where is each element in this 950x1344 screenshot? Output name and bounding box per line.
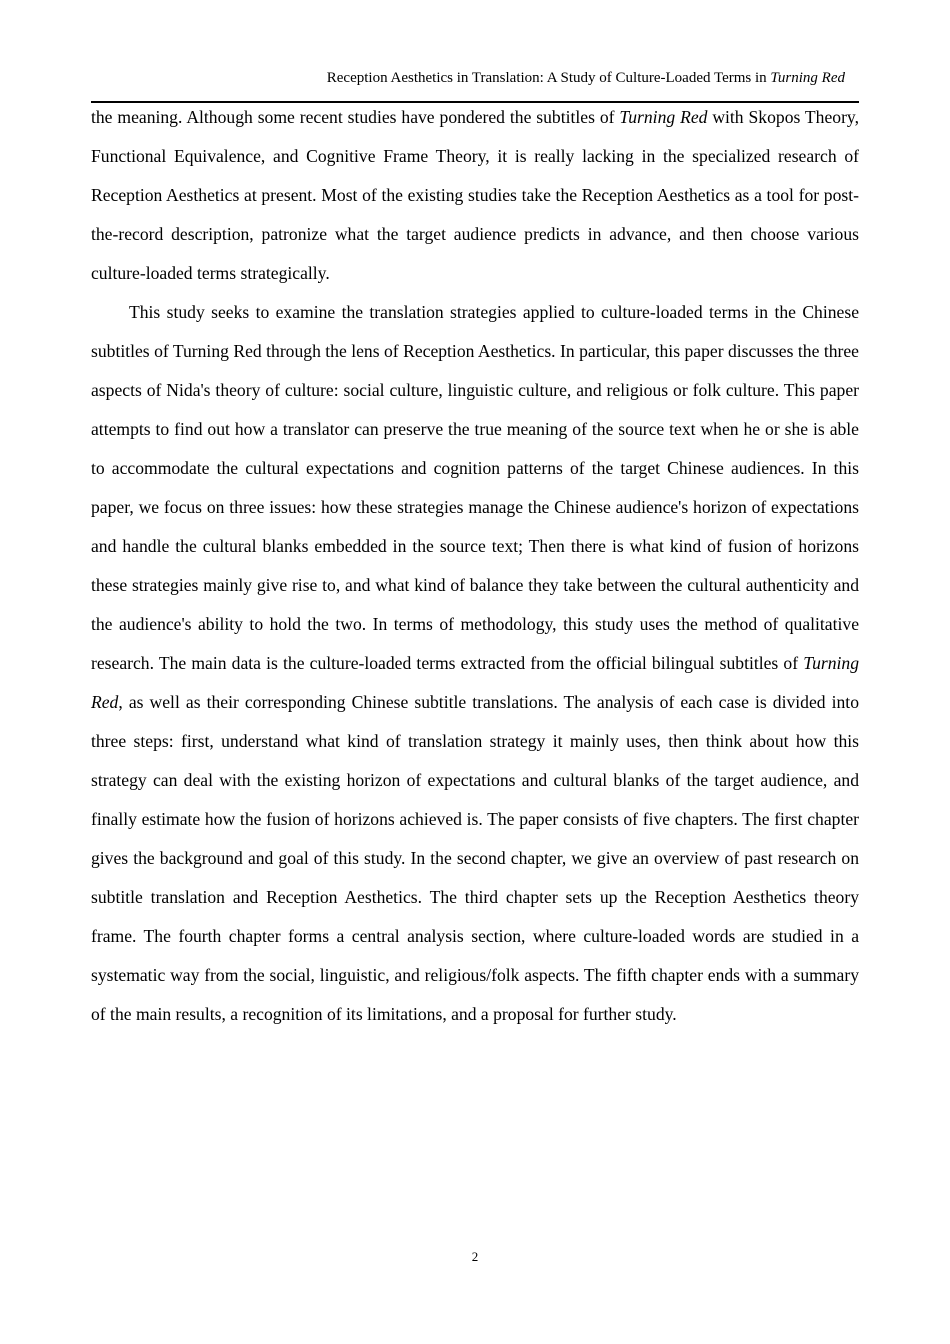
paragraph-2 <box>91 293 859 1034</box>
running-header <box>91 68 845 88</box>
paragraph-1 <box>91 98 859 293</box>
page-number: 2 <box>471 1249 479 1264</box>
running-header-title: Reception Aesthetics in Translation: A Study of Culture-Loaded Terms in <box>326 70 771 86</box>
body-text <box>91 98 859 1034</box>
paragraph-1-text-b: with Skopos Theory, Functional Equivalence, and Cognitive Frame Theory, it is really lacking in the specialized research of Reception Aesthetics at present. Most of the existing studies take the Reception Aesthetics as a tool for post-the-record description, patronize what the target audience predicts in advance, and then choose various culture-loaded terms strategically. <box>91 107 859 283</box>
paragraph-1-text-a: the meaning. Although some recent studies have pondered the subtitles of <box>91 107 620 127</box>
running-header-film-title: Turning Red <box>770 70 845 86</box>
paragraph-2-text-b: , as well as their corresponding Chinese subtitle translations. The analysis of each case is divided into three steps: first, understand what kind of translation strategy it mainly uses, then think about how this strategy can deal with the existing horizon of expectations and cultural blanks of the target audience, and finally estimate how the fusion of horizons achieved is. The paper consists of five chapters. The first chapter gives the background and goal of this study. In the second chapter, we give an overview of past research on subtitle translation and Reception Aesthetics. The third chapter sets up the Reception Aesthetics theory frame. The fourth chapter forms a central analysis section, where culture-loaded words are studied in a systematic way from the social, linguistic, and religious/folk aspects. The fifth chapter ends with a summary of the main results, a recognition of its limitations, and a proposal for further study. <box>91 692 859 1024</box>
paragraph-1-film-title: Turning Red <box>619 107 708 127</box>
paragraph-2-text-a: This study seeks to examine the translation strategies applied to culture-loaded terms in the Chinese subtitles of Turning Red through the lens of Reception Aesthetics. In particular, this paper discusses the three aspects of Nida's theory of culture: social culture, linguistic culture, and religious or folk culture. This paper attempts to find out how a translator can preserve the true meaning of the source text when he or she is able to accommodate the cultural expectations and cognition patterns of the target Chinese audiences. In this paper, we focus on three issues: how these strategies manage the Chinese audience's horizon of expectations and handle the cultural blanks embedded in the source text; Then there is what kind of fusion of horizons these strategies mainly give rise to, and what kind of balance they take between the cultural authenticity and the audience's ability to hold the two. In terms of methodology, this study uses the method of qualitative research. The main data is the culture-loaded terms extracted from the official bilingual subtitles of <box>91 302 859 673</box>
paragraph-2-film-title: Turning Red <box>91 653 859 712</box>
